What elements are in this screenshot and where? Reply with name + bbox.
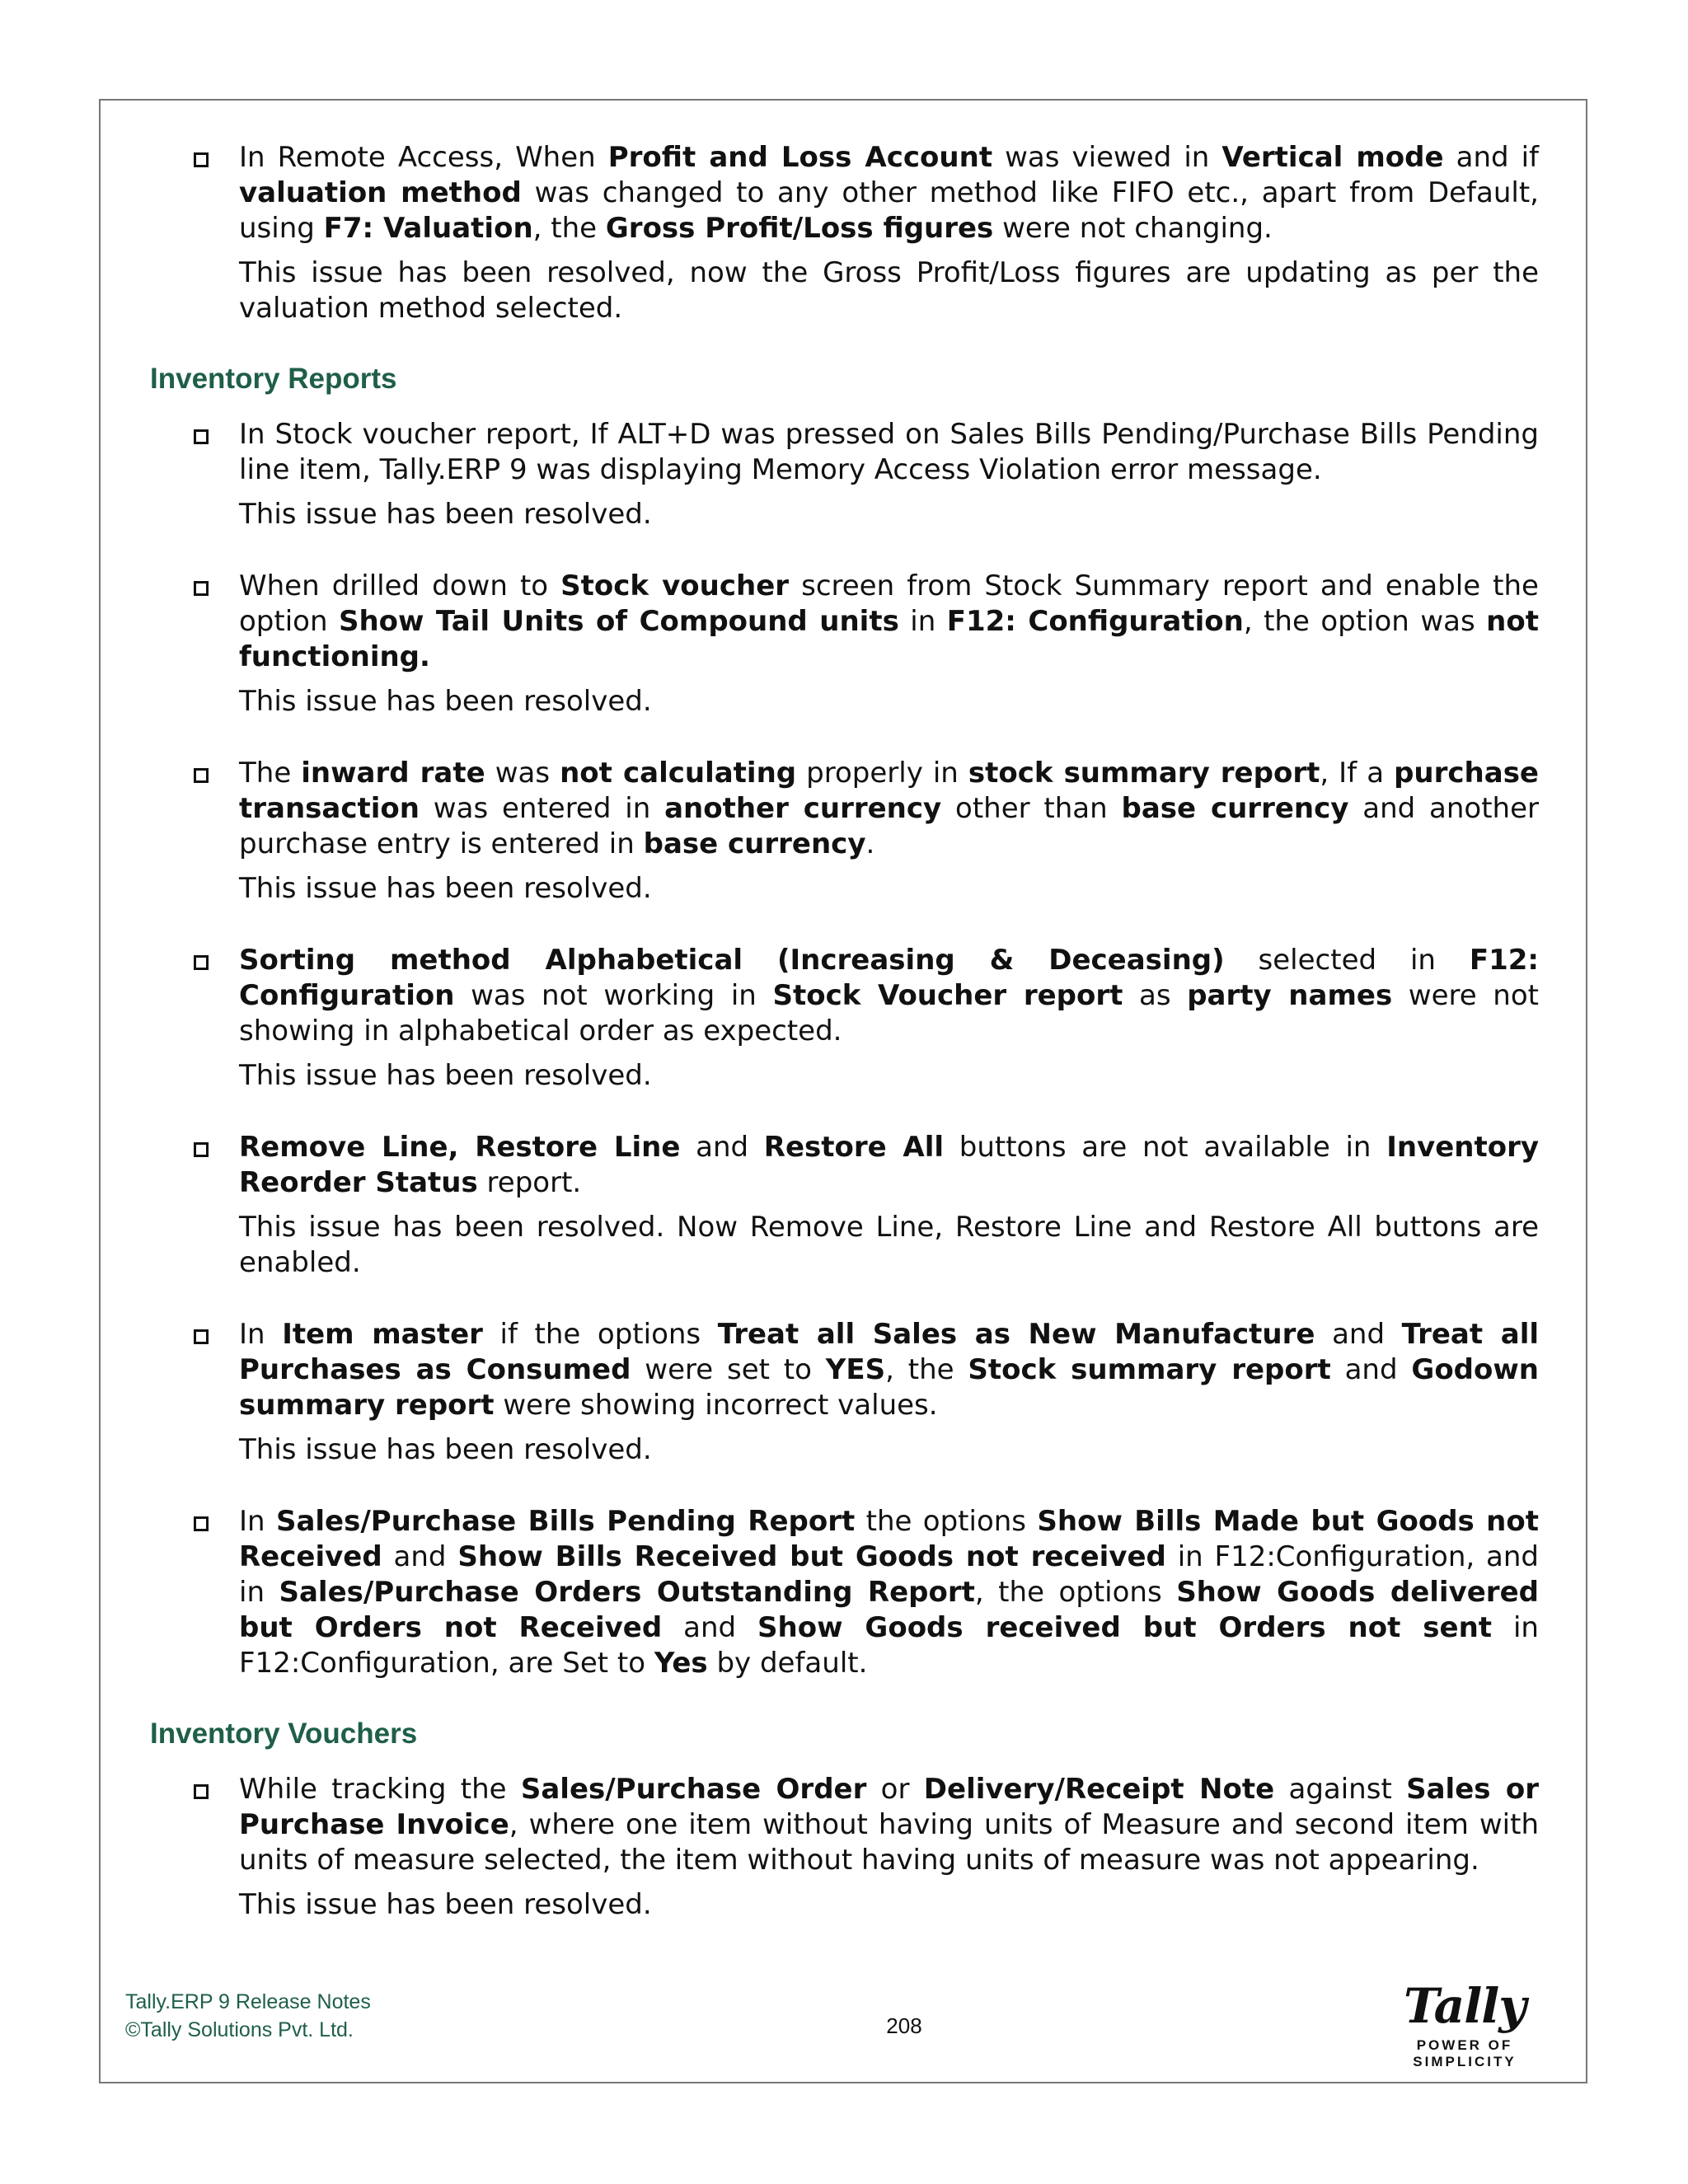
- text: and: [1330, 1353, 1412, 1386]
- text: , the option was: [1243, 605, 1487, 638]
- issue-description: [239, 1317, 1539, 1423]
- logo-wordmark: Tally: [1404, 1978, 1526, 2034]
- bold-text: Sales/Purchase Order: [520, 1773, 867, 1806]
- page-number: 208: [886, 2013, 922, 2038]
- text: report.: [477, 1166, 582, 1199]
- text: were not showing in alphabetical order as expected.: [239, 979, 1539, 1047]
- issue-description: [239, 569, 1539, 675]
- list-item: [150, 1130, 1539, 1281]
- text: were set to: [631, 1353, 826, 1386]
- text: and: [382, 1540, 458, 1573]
- list-item: [150, 1317, 1539, 1468]
- text: This issue has been resolved. Now Remove Line, Restore Line and Restore All buttons are enabled.: [239, 1211, 1539, 1279]
- bold-text: Inventory Reorder Status: [239, 1131, 1540, 1199]
- bold-text: Sales/Purchase Bills Pending Report: [275, 1505, 856, 1538]
- square-bullet-icon: [194, 955, 209, 970]
- bold-text: Treat all Purchases as Consumed: [239, 1318, 1540, 1386]
- bold-text: party names: [1187, 979, 1393, 1012]
- bold-text: Show Bills Made but Goods not Received: [239, 1505, 1539, 1573]
- bold-text: not functioning.: [239, 605, 1539, 673]
- bold-text: Sales or Purchase Invoice: [239, 1773, 1539, 1841]
- text: were showing incorrect values.: [494, 1389, 938, 1422]
- text: and if: [1443, 141, 1540, 174]
- bold-text: Show Goods delivered but Orders not Received: [239, 1576, 1539, 1644]
- text: .: [865, 827, 875, 860]
- list-item: [150, 140, 1539, 326]
- issue-description: [239, 756, 1539, 862]
- bold-text: inward rate: [301, 757, 485, 790]
- text: selected in: [1224, 944, 1470, 977]
- text: and: [662, 1611, 758, 1644]
- square-bullet-icon: [194, 581, 209, 596]
- text: screen from Stock Summary report and enable the option: [239, 569, 1539, 638]
- bold-text: Stock voucher: [560, 569, 790, 602]
- bold-text: base currency: [643, 827, 866, 860]
- text: was viewed in: [992, 141, 1222, 174]
- bold-text: F12: Configuration: [946, 605, 1244, 638]
- text: if the options: [482, 1318, 718, 1351]
- list-item: [150, 943, 1539, 1094]
- bold-text: Show Bills Received but Goods not received: [457, 1540, 1166, 1573]
- square-bullet-icon: [194, 1142, 209, 1157]
- square-bullet-icon: [194, 152, 209, 167]
- bold-text: F7: Valuation: [323, 212, 533, 245]
- text: was not working in: [454, 979, 773, 1012]
- bold-text: Show Goods received but Orders not sent: [757, 1611, 1493, 1644]
- list-item: [150, 569, 1539, 719]
- text: This issue has been resolved, now the Gross Profit/Loss figures are updating as per the valuation method selected.: [239, 256, 1539, 325]
- section-heading: Inventory Vouchers: [150, 1718, 418, 1750]
- text: In: [239, 1318, 283, 1351]
- issue-description: [239, 417, 1539, 488]
- list-item: [150, 417, 1539, 532]
- square-bullet-icon: [194, 768, 209, 783]
- text: In Stock voucher report, If ALT+D was pressed on Sales Bills Pending/Purchase Bills Pending line item, Tally.ERP 9 was displaying Memory Access Violation error message.: [239, 418, 1539, 486]
- bold-text: Show Tail Units of Compound units: [338, 605, 899, 638]
- text: This issue has been resolved.: [239, 1433, 652, 1466]
- bold-text: Stock summary report: [968, 1353, 1331, 1386]
- bold-text: Sorting method Alphabetical (Increasing & Deceasing): [239, 944, 1225, 977]
- text: as: [1123, 979, 1188, 1012]
- text: This issue has been resolved.: [239, 1888, 652, 1921]
- text: the options: [855, 1505, 1038, 1538]
- footer-copyright: ©Tally Solutions Pvt. Ltd.: [125, 2018, 354, 2041]
- logo-tagline: POWER OF SIMPLICITY: [1413, 2037, 1517, 2069]
- text: and: [1315, 1318, 1402, 1351]
- resolution-note: [239, 1058, 1539, 1094]
- bold-text: Treat all Sales as New Manufacture: [717, 1318, 1315, 1351]
- text: or: [866, 1773, 924, 1806]
- text: , where one item without having units of Measure and second item with units of measure selected, the item without having units of measure was not appearing.: [239, 1808, 1539, 1877]
- text: was entered in: [419, 792, 665, 825]
- text: This issue has been resolved.: [239, 498, 652, 531]
- bold-text: Item master: [282, 1318, 483, 1351]
- text: buttons are not available in: [944, 1131, 1387, 1164]
- bold-text: F12: Configuration: [239, 944, 1539, 1012]
- text: and another purchase entry is entered in: [239, 792, 1539, 860]
- text: was: [485, 757, 560, 790]
- resolution-note: [239, 1210, 1539, 1281]
- text: properly in: [796, 757, 968, 790]
- text: , the: [885, 1353, 968, 1386]
- square-bullet-icon: [194, 429, 209, 444]
- bold-text: another currency: [664, 792, 942, 825]
- resolution-note: [239, 497, 1539, 532]
- section-heading: Inventory Reports: [150, 363, 397, 395]
- text: other than: [941, 792, 1122, 825]
- bold-text: Godown summary report: [239, 1353, 1539, 1422]
- text: This issue has been resolved.: [239, 685, 652, 718]
- bold-text: stock summary report: [968, 757, 1320, 790]
- bold-text: Sales/Purchase Orders Outstanding Report: [279, 1576, 975, 1609]
- bold-text: Delivery/Receipt Note: [923, 1773, 1275, 1806]
- document-body: [150, 140, 1539, 1959]
- text: The: [239, 757, 302, 790]
- text: in: [898, 605, 947, 638]
- list-item: [150, 1772, 1539, 1923]
- footer-info: [125, 1988, 371, 2044]
- square-bullet-icon: [194, 1516, 209, 1531]
- text: , the options: [974, 1576, 1177, 1609]
- square-bullet-icon: [194, 1784, 209, 1799]
- text: When drilled down to: [239, 569, 561, 602]
- footer-title: Tally.ERP 9 Release Notes: [125, 1990, 371, 2013]
- text: While tracking the: [239, 1773, 521, 1806]
- text: , If a: [1320, 757, 1395, 790]
- text: in F12:Configuration, and in: [239, 1540, 1539, 1609]
- text: in F12:Configuration, are Set to: [239, 1611, 1539, 1680]
- resolution-note: [239, 1432, 1539, 1468]
- issue-description: [239, 1504, 1539, 1681]
- bold-text: Gross Profit/Loss figures: [605, 212, 994, 245]
- page-frame: [99, 99, 1587, 2083]
- text: was changed to any other method like FIFO etc., apart from Default, using: [239, 176, 1539, 245]
- bold-text: base currency: [1121, 792, 1349, 825]
- bold-text: Remove Line, Restore Line: [239, 1131, 681, 1164]
- issue-description: [239, 140, 1539, 246]
- bold-text: Yes: [654, 1647, 708, 1680]
- issue-description: [239, 1772, 1539, 1878]
- text: and: [680, 1131, 764, 1164]
- text: In: [239, 1505, 276, 1538]
- bold-text: Profit and Loss Account: [607, 141, 993, 174]
- bold-text: Stock Voucher report: [772, 979, 1123, 1012]
- resolution-note: [239, 1887, 1539, 1923]
- issue-description: [239, 1130, 1539, 1201]
- bold-text: Vertical mode: [1221, 141, 1444, 174]
- square-bullet-icon: [194, 1329, 209, 1344]
- resolution-note: [239, 255, 1539, 326]
- bold-text: YES: [825, 1353, 886, 1386]
- text: against: [1274, 1773, 1407, 1806]
- text: were not changing.: [993, 212, 1273, 245]
- bold-text: valuation method: [239, 176, 522, 209]
- resolution-note: [239, 684, 1539, 719]
- text: This issue has been resolved.: [239, 1059, 652, 1092]
- text: by default.: [707, 1647, 868, 1680]
- bold-text: purchase transaction: [239, 757, 1539, 825]
- bold-text: Restore All: [763, 1131, 945, 1164]
- text: This issue has been resolved.: [239, 872, 652, 905]
- list-item: [150, 1504, 1539, 1681]
- list-item: [150, 756, 1539, 907]
- issue-description: [239, 943, 1539, 1049]
- tally-logo: [1366, 1978, 1564, 2069]
- text: , the: [532, 212, 606, 245]
- resolution-note: [239, 871, 1539, 907]
- bold-text: not calculating: [560, 757, 797, 790]
- text: In Remote Access, When: [239, 141, 608, 174]
